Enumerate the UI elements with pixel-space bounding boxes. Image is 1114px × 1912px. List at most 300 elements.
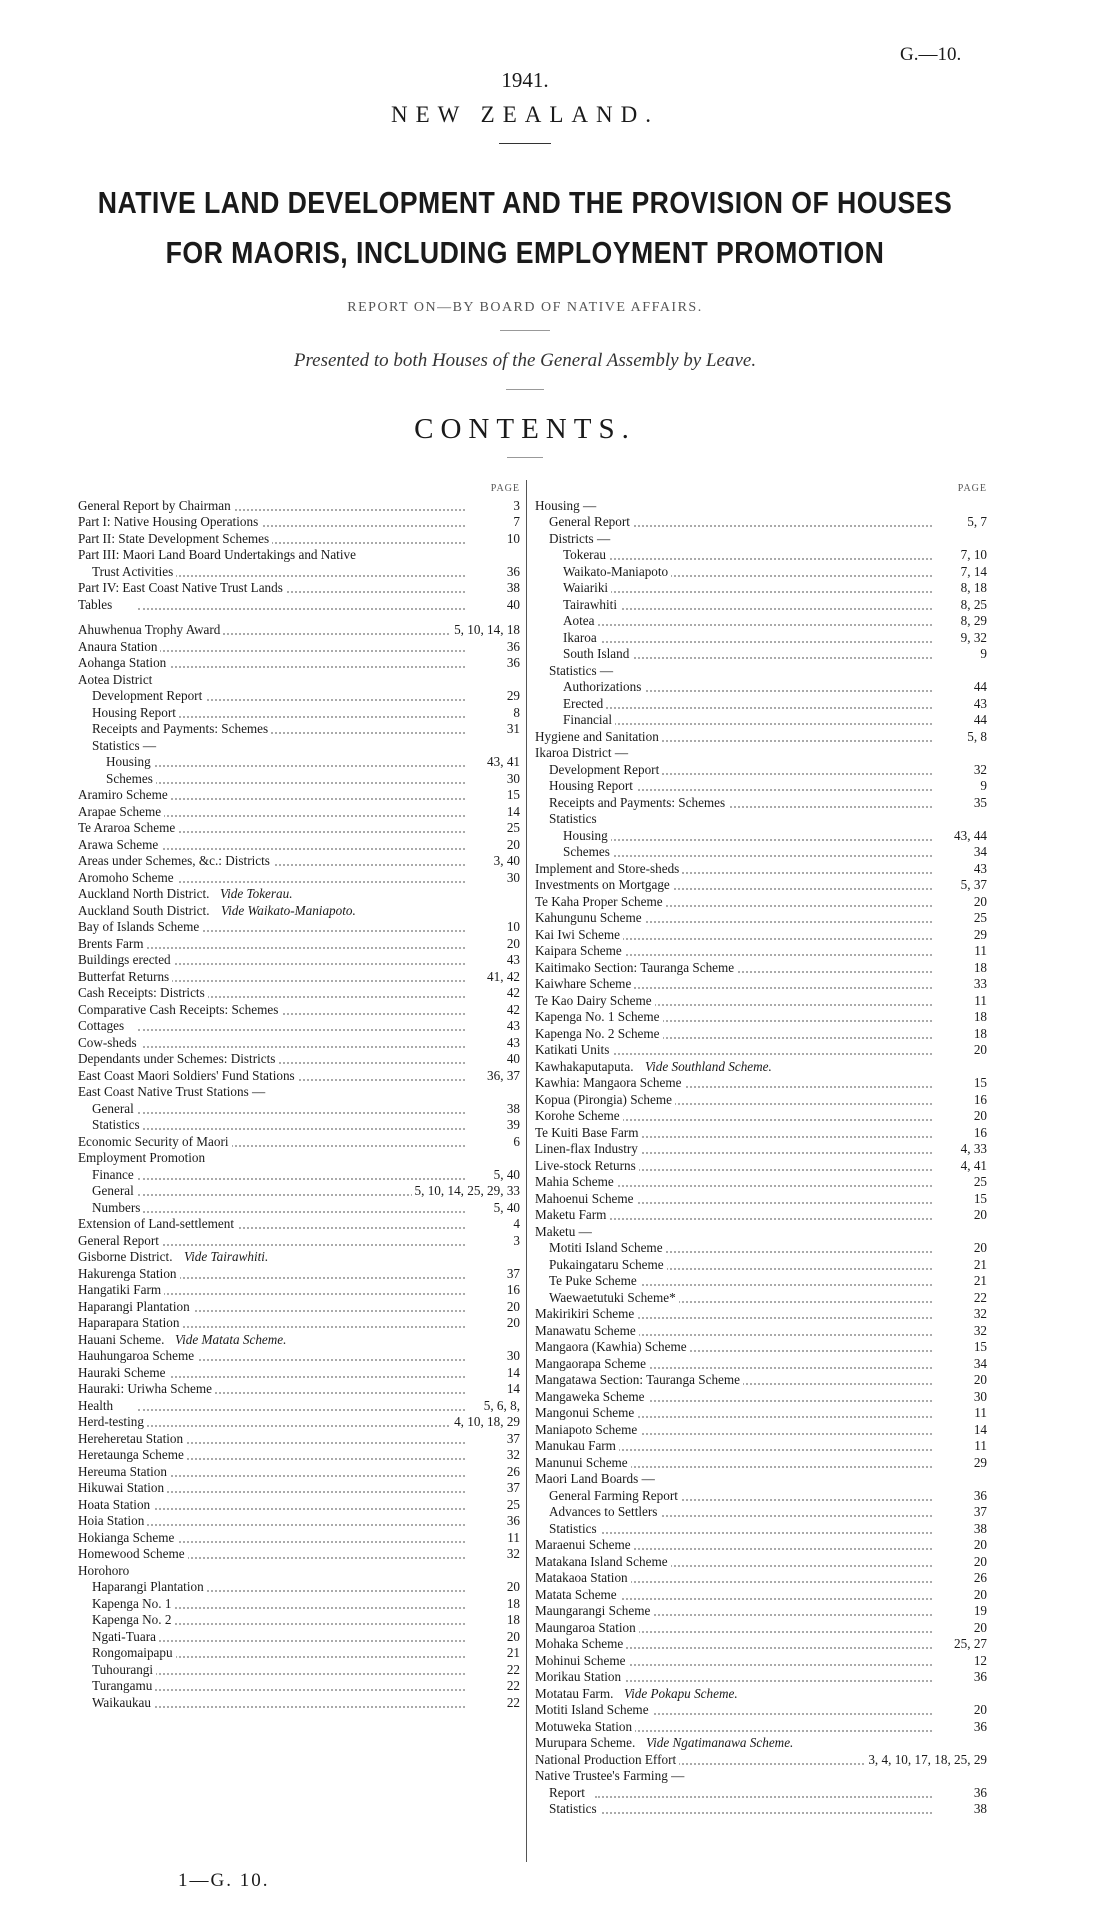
page-number: 16 (971, 1125, 987, 1142)
contents-entry (78, 1315, 520, 1332)
contents-entry (78, 1183, 520, 1200)
contents-entry (78, 705, 520, 722)
entry-title: Numbers (92, 1200, 143, 1217)
entry-title: Housing (106, 754, 154, 771)
entry-title: Haparangi Plantation (92, 1579, 207, 1596)
dot-leader (78, 1101, 520, 1118)
contents-entry (535, 1620, 987, 1637)
contents-entry (535, 1009, 987, 1026)
page-number: 30 (971, 1389, 987, 1406)
entry-title: Linen-flax Industry (535, 1141, 641, 1158)
page-number: 8, 18 (958, 580, 987, 597)
dot-leader (78, 1117, 520, 1134)
page-number: 18 (971, 960, 987, 977)
page-number: 31 (504, 721, 520, 738)
page-number: 16 (504, 1282, 520, 1299)
contents-entry (535, 1735, 987, 1752)
contents-entry (78, 1447, 520, 1464)
entry-title: Hauani Scheme. (78, 1332, 167, 1349)
contents-entry (535, 795, 987, 812)
page-number: 18 (971, 1026, 987, 1043)
entry-title: Matata Scheme (535, 1587, 620, 1604)
entry-title: Mahoenui Scheme (535, 1191, 637, 1208)
entry-title: Ikaroa (563, 630, 600, 647)
contents-entry (78, 820, 520, 837)
contents-entry (535, 1455, 987, 1472)
entry-title: Hoia Station (78, 1513, 147, 1530)
contents-entry (535, 1636, 987, 1653)
page-column-label: PAGE (490, 483, 520, 494)
entry-title: Manunui Scheme (535, 1455, 631, 1472)
contents-entry (535, 1669, 987, 1686)
entry-title: Receipts and Payments: Schemes (549, 795, 728, 812)
page-number: 36 (971, 1719, 987, 1736)
contents-entry (535, 943, 987, 960)
entry-title: Te Kao Dairy Scheme (535, 993, 655, 1010)
entry-title: Investments on Mortgage (535, 877, 673, 894)
contents-entry (78, 1002, 520, 1019)
contents-entry (535, 1174, 987, 1191)
contents-entry (535, 811, 987, 828)
contents-entry (535, 1092, 987, 1109)
entry-title: Economic Security of Maori (78, 1134, 232, 1151)
page-number: 26 (504, 1464, 520, 1481)
contents-entry (78, 1249, 520, 1266)
entry-title: Mangaora (Kawhia) Scheme (535, 1339, 690, 1356)
page-number: 20 (504, 837, 520, 854)
entry-title: Development Report (92, 688, 205, 705)
contents-entry (78, 1612, 520, 1629)
page-number: 36 (504, 639, 520, 656)
entry-title: Housing Report (92, 705, 179, 722)
contents-entry (78, 531, 520, 548)
entry-title: Kai Iwi Scheme (535, 927, 623, 944)
contents-entry (535, 1686, 987, 1703)
entry-title: Implement and Store-sheds (535, 861, 682, 878)
contents-entry (78, 1150, 520, 1167)
dot-leader (535, 630, 987, 647)
entry-title: Cash Receipts: Districts (78, 985, 208, 1002)
contents-entry (535, 1471, 987, 1488)
entry-title: Kopua (Pirongia) Scheme (535, 1092, 675, 1109)
entry-title: Te Puke Scheme (549, 1273, 640, 1290)
entry-title: Hakurenga Station (78, 1266, 180, 1283)
entry-title: Tables (78, 597, 115, 614)
entry-title: Statistics (549, 811, 600, 828)
contents-entry (78, 1563, 520, 1580)
entry-title: General (92, 1183, 137, 1200)
contents-entry (78, 1332, 520, 1349)
contents-entry (78, 1134, 520, 1151)
contents-entry (78, 1282, 520, 1299)
page-number: 43 (504, 952, 520, 969)
entry-title: Mangatawa Section: Tauranga Scheme (535, 1372, 743, 1389)
divider (499, 143, 551, 144)
contents-entry (78, 1101, 520, 1118)
contents-entry (78, 985, 520, 1002)
page-number: 11 (971, 943, 987, 960)
contents-entry (78, 1381, 520, 1398)
page-number: 9 (977, 646, 987, 663)
entry-title: Waiariki (563, 580, 611, 597)
dot-leader (78, 1398, 520, 1415)
page-number: 4, 33 (958, 1141, 987, 1158)
contents-entry (78, 639, 520, 656)
contents-entry (535, 1257, 987, 1274)
entry-title: Finance (92, 1167, 137, 1184)
report-title (74, 178, 977, 278)
contents-entry (535, 1570, 987, 1587)
page-number: 5, 37 (958, 877, 987, 894)
entry-title: Cow-sheds (78, 1035, 140, 1052)
page-number: 43 (971, 861, 987, 878)
entry-title: Native Trustee's Farming — (535, 1768, 687, 1785)
entry-title: Arawa Scheme (78, 837, 161, 854)
contents-entry (535, 910, 987, 927)
entry-title: East Coast Maori Soldiers' Fund Stations (78, 1068, 298, 1085)
entry-title: Maungarangi Scheme (535, 1603, 653, 1620)
contents-entry (78, 1365, 520, 1382)
entry-title: Hokianga Scheme (78, 1530, 177, 1547)
contents-entry (78, 1018, 520, 1035)
page-number: 38 (971, 1801, 987, 1818)
cross-reference: Vide Tairawhiti. (184, 1249, 269, 1264)
page-number: 3, 4, 10, 17, 18, 25, 29 (865, 1752, 987, 1769)
page-number: 20 (971, 1537, 987, 1554)
page-number: 8, 29 (958, 613, 987, 630)
page-number: 20 (971, 894, 987, 911)
entry-title: Health (78, 1398, 116, 1415)
page-number: 37 (504, 1266, 520, 1283)
contents-entry (78, 1200, 520, 1217)
entry-title: Ikaroa District — (535, 745, 631, 762)
contents-entry (535, 547, 987, 564)
page-number: 22 (504, 1695, 520, 1712)
page-number: 40 (504, 597, 520, 614)
entry-title: South Island (563, 646, 632, 663)
page-number: 15 (504, 787, 520, 804)
contents-entry (78, 721, 520, 738)
entry-title: Hauraki: Uriwha Scheme (78, 1381, 215, 1398)
contents-entry (535, 1504, 987, 1521)
dot-leader (535, 1785, 987, 1802)
page-number: 21 (971, 1257, 987, 1274)
page-number: 43, 41 (484, 754, 520, 771)
contents-entry (78, 1068, 520, 1085)
contents-entry (535, 1339, 987, 1356)
page-number: 32 (971, 1323, 987, 1340)
entry-title: Arapae Scheme (78, 804, 164, 821)
contents-entry (78, 787, 520, 804)
contents-entry (78, 886, 520, 903)
entry-title: Auckland North District. (78, 886, 212, 903)
contents-entry (535, 861, 987, 878)
page-number: 36, 37 (484, 1068, 520, 1085)
entry-title: Aotea District (78, 672, 155, 689)
entry-title: Aotea (563, 613, 598, 630)
contents-entry (78, 1497, 520, 1514)
entry-title: Horohoro (78, 1563, 132, 1580)
entry-title: Trust Activities (92, 564, 176, 581)
page-number: 36 (504, 655, 520, 672)
page-number: 36 (504, 1513, 520, 1530)
entry-title: Tuhourangi (92, 1662, 156, 1679)
contents-entry (78, 1645, 520, 1662)
page-number: 36 (971, 1785, 987, 1802)
entry-title: Mangaorapa Scheme (535, 1356, 649, 1373)
entry-title: Mahia Scheme (535, 1174, 617, 1191)
entry-title: Haparapara Station (78, 1315, 182, 1332)
page-number: 33 (971, 976, 987, 993)
entry-title: Mohaka Scheme (535, 1636, 626, 1653)
contents-entry (535, 1537, 987, 1554)
contents-entry (78, 1530, 520, 1547)
entry-title: Maungaroa Station (535, 1620, 639, 1637)
page-number: 4, 10, 18, 29 (451, 1414, 520, 1431)
contents-entry (535, 844, 987, 861)
page-number: 6 (510, 1134, 520, 1151)
dot-leader (78, 1018, 520, 1035)
contents-entry (535, 1719, 987, 1736)
contents-entry (78, 564, 520, 581)
contents-entry (78, 1117, 520, 1134)
entry-title: Part III: Maori Land Board Undertakings and Native (78, 547, 359, 564)
entry-title: Mohinui Scheme (535, 1653, 628, 1670)
contents-entry (535, 1356, 987, 1373)
entry-title: Mangonui Scheme (535, 1405, 637, 1422)
entry-title: Ngati-Tuara (92, 1629, 159, 1646)
cross-reference: Vide Waikato-Maniapoto. (221, 902, 356, 918)
page-number: 18 (504, 1612, 520, 1629)
entry-title: Te Kaha Proper Scheme (535, 894, 666, 911)
entry-title: Mangaweka Scheme (535, 1389, 648, 1406)
page-number: 14 (504, 1365, 520, 1382)
contents-entry (535, 1075, 987, 1092)
entry-title: Part IV: East Coast Native Trust Lands (78, 580, 286, 597)
page-number: 40 (504, 1051, 520, 1068)
entry-title: Herd-testing (78, 1414, 147, 1431)
entry-title: Part II: State Development Schemes (78, 531, 272, 548)
page-number: 16 (971, 1092, 987, 1109)
page-number: 36 (971, 1488, 987, 1505)
divider (507, 457, 543, 458)
entry-title: Statistics (92, 1117, 143, 1134)
page-number: 19 (971, 1603, 987, 1620)
entry-title: Authorizations (563, 679, 644, 696)
contents-entry (78, 1662, 520, 1679)
page-number: 36 (504, 564, 520, 581)
entry-title: Extension of Land-settlement (78, 1216, 237, 1233)
contents-entry (78, 580, 520, 597)
entry-title: Ahuwhenua Trophy Award (78, 622, 223, 639)
contents-entry (535, 877, 987, 894)
page-number: 20 (504, 1579, 520, 1596)
entry-title: Employment Promotion (78, 1150, 208, 1167)
page-number: 14 (971, 1422, 987, 1439)
page-number: 15 (971, 1191, 987, 1208)
contents-entry (78, 919, 520, 936)
contents-entry (535, 828, 987, 845)
entry-title: Maniapoto Scheme (535, 1422, 640, 1439)
entry-title: Kapenga No. 1 (92, 1596, 174, 1613)
page-number: 29 (504, 688, 520, 705)
entry-title: Auckland South District. (78, 903, 213, 920)
entry-title: Maketu Farm (535, 1207, 609, 1224)
entry-title: Manawatu Scheme (535, 1323, 639, 1340)
dot-leader (78, 597, 520, 614)
cross-reference: Vide Tokerau. (220, 886, 293, 901)
page-number: 21 (504, 1645, 520, 1662)
entry-title: Statistics — (92, 738, 159, 755)
contents-entry (78, 1398, 520, 1415)
entry-title: Housing — (535, 498, 599, 515)
contents-entry (535, 663, 987, 680)
contents-entry (78, 870, 520, 887)
contents-entry (78, 1035, 520, 1052)
entry-title: Housing (563, 828, 611, 845)
contents-entry (535, 1224, 987, 1241)
page-number: 4, 41 (958, 1158, 987, 1175)
contents-entry (535, 894, 987, 911)
contents-entry (78, 1266, 520, 1283)
page-number: 26 (971, 1570, 987, 1587)
entry-title: Hauraki Scheme (78, 1365, 169, 1382)
entry-title: Katikati Units (535, 1042, 612, 1059)
contents-entry (535, 1108, 987, 1125)
entry-title: Waikato-Maniapoto (563, 564, 671, 581)
contents-entry (78, 1546, 520, 1563)
entry-title: Rongomaipapu (92, 1645, 176, 1662)
contents-entry (78, 1513, 520, 1530)
contents-entry (78, 952, 520, 969)
page-number: 29 (971, 927, 987, 944)
contents-entry (78, 1695, 520, 1712)
page-number: 3, 40 (491, 853, 520, 870)
contents-entry (78, 597, 520, 614)
page-number: 5, 40 (491, 1167, 520, 1184)
page-number: 20 (971, 1372, 987, 1389)
contents-entry (535, 1554, 987, 1571)
contents-entry (535, 1042, 987, 1059)
page-number: 11 (504, 1530, 520, 1547)
entry-title: Motatau Farm. (535, 1686, 616, 1703)
contents-entry (535, 613, 987, 630)
entry-title: East Coast Native Trust Stations — (78, 1084, 268, 1101)
page-number: 21 (971, 1273, 987, 1290)
entry-title: Heretaunga Scheme (78, 1447, 187, 1464)
entry-title: Aromoho Scheme (78, 870, 177, 887)
dot-leader (78, 1200, 520, 1217)
contents-entry (78, 1051, 520, 1068)
contents-entry (535, 1273, 987, 1290)
entry-title: Schemes (563, 844, 613, 861)
contents-entry (78, 1233, 520, 1250)
page-number: 20 (971, 1702, 987, 1719)
contents-entry (535, 1488, 987, 1505)
contents-entry (78, 1464, 520, 1481)
page-number: 11 (971, 1438, 987, 1455)
contents-entry (78, 936, 520, 953)
page-number: 20 (504, 1299, 520, 1316)
contents-entry (535, 1240, 987, 1257)
contents-entry (535, 1141, 987, 1158)
page-number: 10 (504, 531, 520, 548)
entry-title: Matakana Island Scheme (535, 1554, 671, 1571)
entry-title: Districts — (549, 531, 613, 548)
entry-title: Te Kuiti Base Farm (535, 1125, 641, 1142)
entry-title: Report (549, 1785, 588, 1802)
entry-title: Kawhia: Mangaora Scheme (535, 1075, 684, 1092)
contents-entry (78, 1480, 520, 1497)
entry-title: Makirikiri Scheme (535, 1306, 637, 1323)
contents-entry (78, 1167, 520, 1184)
page-number: 22 (504, 1678, 520, 1695)
contents-entry (535, 679, 987, 696)
page-number: 43 (504, 1018, 520, 1035)
page-number: 20 (971, 1587, 987, 1604)
divider (506, 389, 544, 390)
contents-entry (535, 646, 987, 663)
entry-title: Housing Report (549, 778, 636, 795)
entry-title: General Report (78, 1233, 162, 1250)
cross-reference: Vide Pokapu Scheme. (624, 1685, 738, 1701)
contents-entry (78, 1414, 520, 1431)
page-number: 30 (504, 870, 520, 887)
contents-entry (535, 1125, 987, 1142)
contents-entry (78, 1579, 520, 1596)
contents-entry (78, 1348, 520, 1365)
report-subtitle: REPORT ON—BY BOARD OF NATIVE AFFAIRS. (347, 300, 703, 315)
contents-entry (78, 738, 520, 755)
dot-leader (535, 1521, 987, 1538)
page-number: 36 (971, 1669, 987, 1686)
entry-title: Hereuma Station (78, 1464, 170, 1481)
entry-title: Te Araroa Scheme (78, 820, 178, 837)
contents-entry (535, 1306, 987, 1323)
entry-title: Kaipara Scheme (535, 943, 625, 960)
contents-entry (535, 498, 987, 515)
entry-title: Hangatiki Farm (78, 1282, 164, 1299)
contents-entry (78, 1629, 520, 1646)
entry-title: Hereheretau Station (78, 1431, 186, 1448)
entry-title: Murupara Scheme. (535, 1735, 638, 1752)
page-number: 14 (504, 1381, 520, 1398)
page-number: 37 (504, 1431, 520, 1448)
page-number: 38 (504, 580, 520, 597)
page-number: 11 (971, 1405, 987, 1422)
entry-title: Statistics — (549, 663, 616, 680)
page-number: 18 (971, 1009, 987, 1026)
dot-leader (535, 613, 987, 630)
entry-title: Areas under Schemes, &c.: Districts (78, 853, 273, 870)
page-number: 37 (504, 1480, 520, 1497)
contents-entry (535, 1372, 987, 1389)
contents-entry (535, 1752, 987, 1769)
page-number: 7, 14 (958, 564, 987, 581)
page-number: 20 (971, 1108, 987, 1125)
page-number: 20 (504, 1629, 520, 1646)
page-number: 20 (971, 1042, 987, 1059)
page-number: 20 (971, 1207, 987, 1224)
page-number: 25, 27 (951, 1636, 987, 1653)
page-column-label: PAGE (957, 483, 987, 494)
entry-title: Kahungunu Scheme (535, 910, 645, 927)
page-number: 32 (504, 1546, 520, 1563)
page-number: 38 (971, 1521, 987, 1538)
contents-entry (78, 804, 520, 821)
dot-leader (78, 1035, 520, 1052)
page-number: 32 (971, 762, 987, 779)
